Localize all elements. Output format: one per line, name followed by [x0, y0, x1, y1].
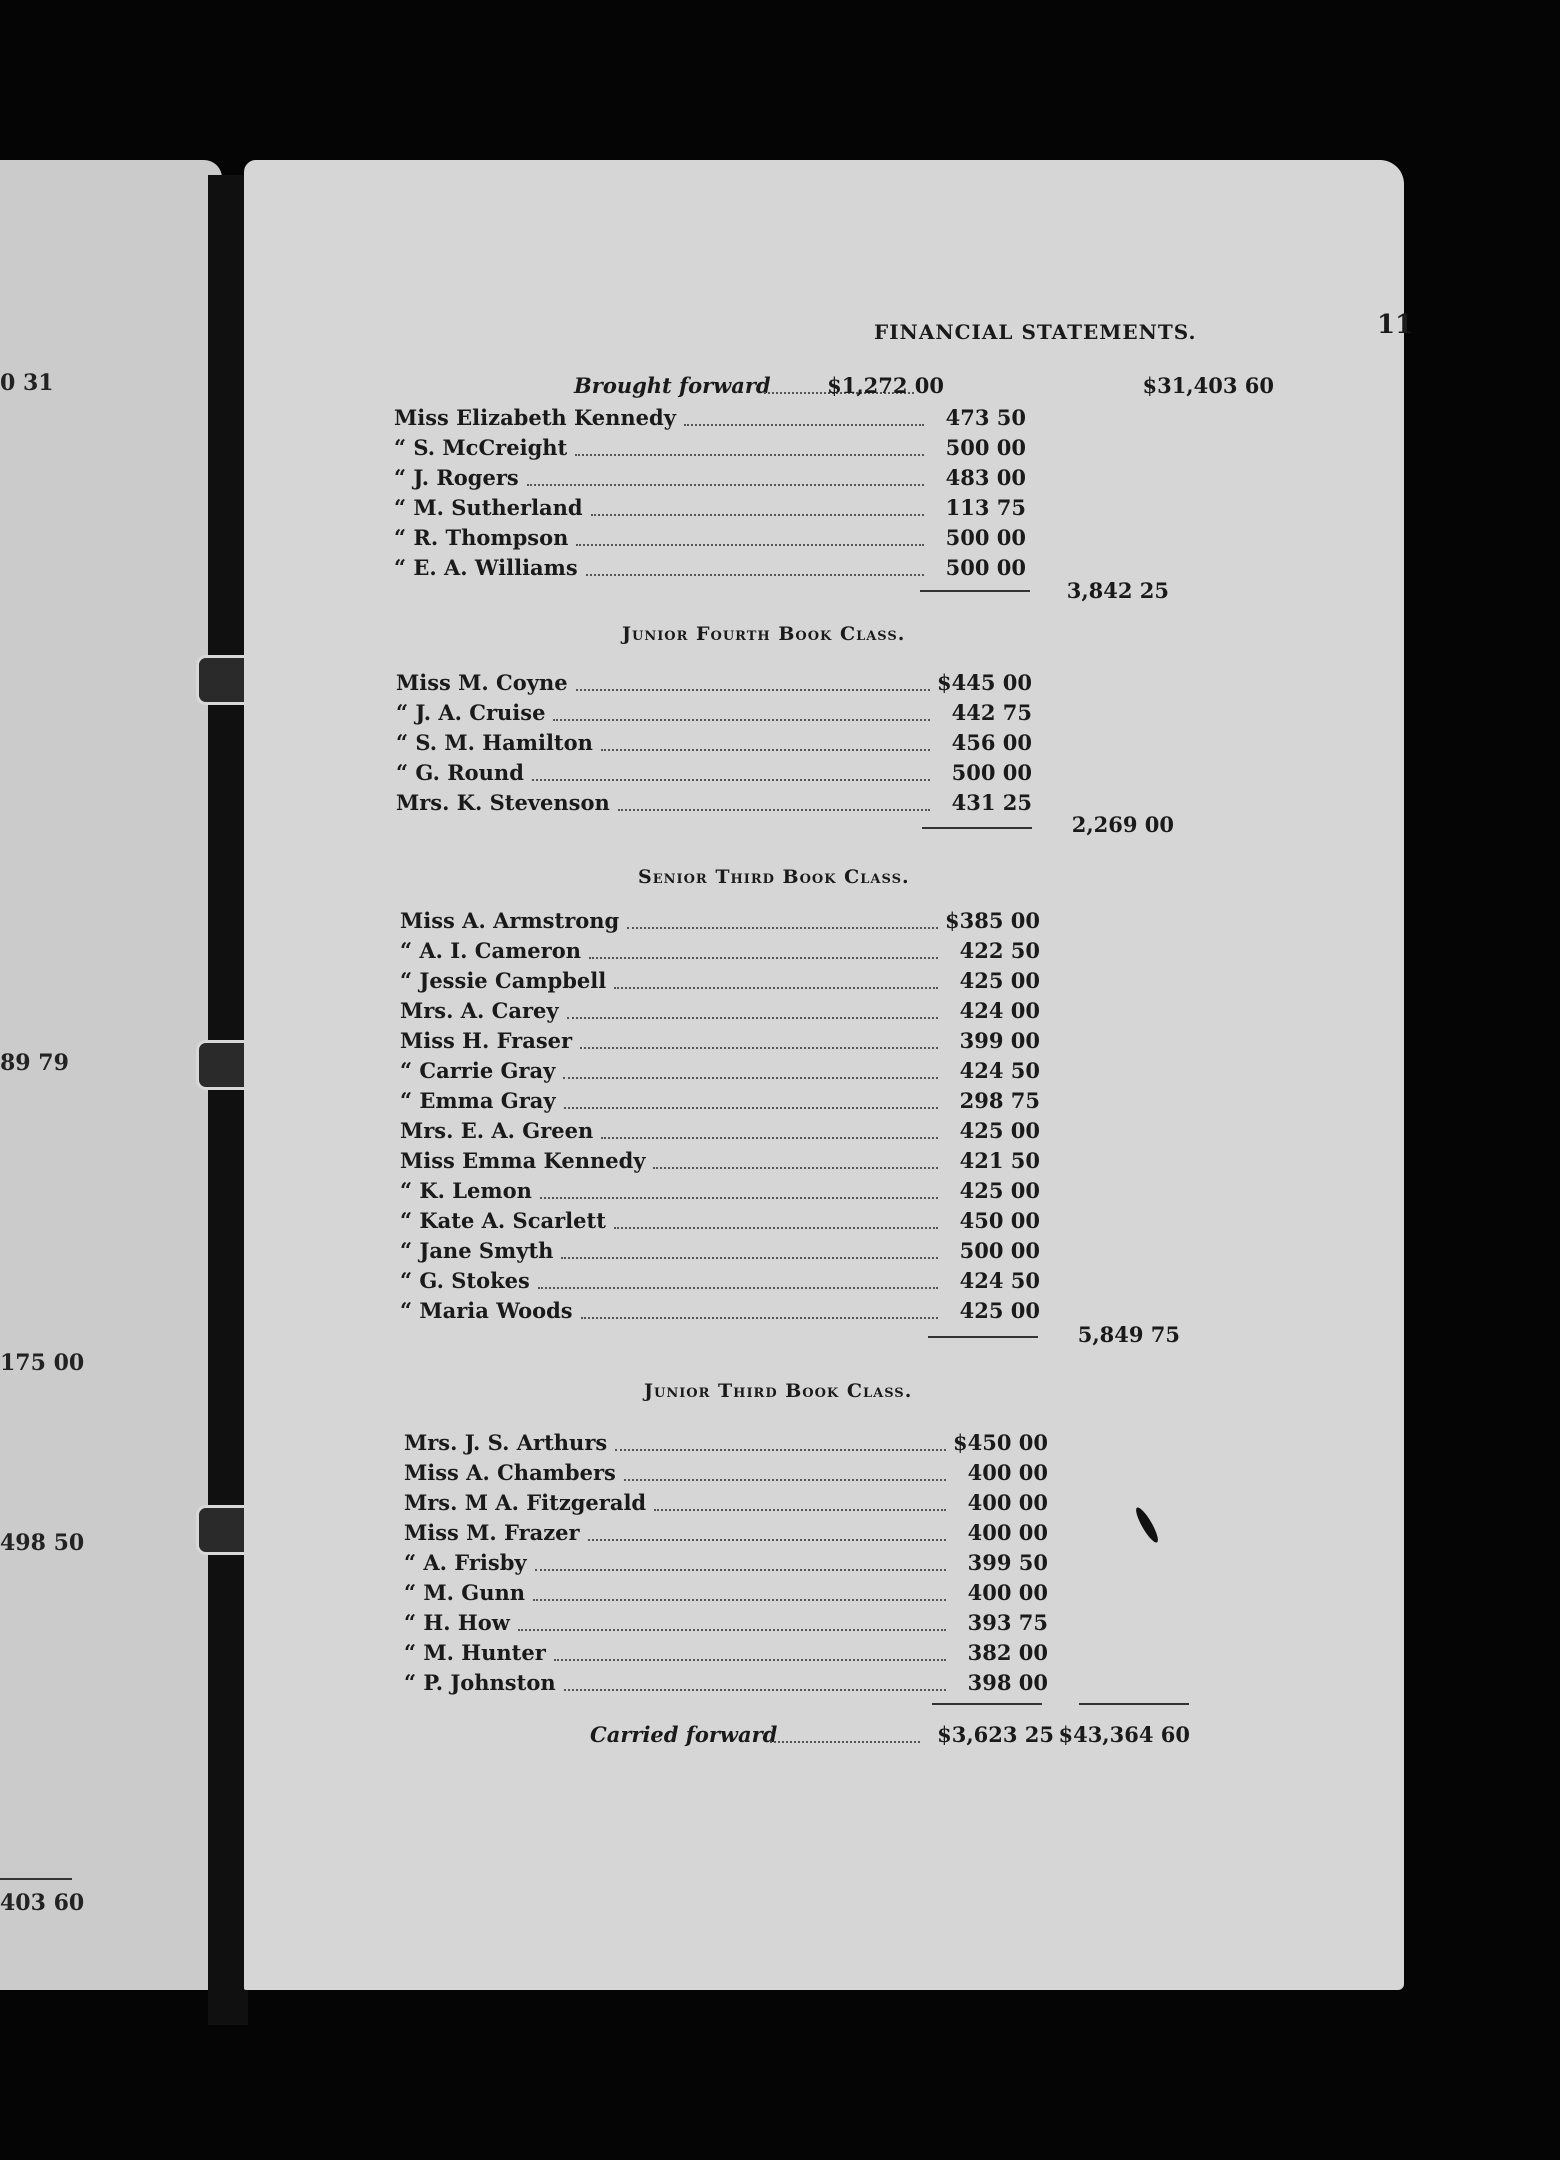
group1-total: 3,842 25: [1066, 578, 1169, 603]
leader-dots: [581, 1316, 938, 1319]
ledger-name: Miss A. Chambers: [404, 1460, 616, 1485]
ledger-amount: 500 00: [945, 555, 1026, 580]
ledger-amount: 399 00: [959, 1028, 1040, 1053]
leader-dots: [564, 1106, 938, 1109]
ledger-name: “ Maria Woods: [400, 1298, 573, 1323]
ledger-name: Miss Emma Kennedy: [400, 1148, 646, 1173]
page-number: 11: [1377, 310, 1414, 340]
ledger-name: “ G. Round: [396, 760, 524, 785]
page-header: FINANCIAL STATEMENTS.: [874, 320, 1197, 344]
leader-dots: [614, 1226, 938, 1229]
carried-forward-col1: $3,623 25: [937, 1722, 1054, 1747]
subtotal-rule: [1079, 1703, 1189, 1705]
senior-third-total: 5,849 75: [1077, 1322, 1180, 1347]
leader-dots: [576, 688, 930, 691]
junior-fourth-title: Junior Fourth Book Class.: [622, 623, 906, 645]
leader-dots: [575, 453, 924, 456]
subtotal-rule: [922, 827, 1032, 829]
ledger-amount: 424 00: [959, 998, 1040, 1023]
ledger-name: “ E. A. Williams: [394, 555, 578, 580]
ledger-name: “ M. Sutherland: [394, 495, 583, 520]
ledger-name: “ Kate A. Scarlett: [400, 1208, 606, 1233]
ledger-name: “ M. Hunter: [404, 1640, 546, 1665]
leader-dots: [586, 573, 924, 576]
ledger-amount: 400 00: [967, 1580, 1048, 1605]
leader-dots: [564, 1688, 946, 1691]
ledger-name: “ H. How: [404, 1610, 510, 1635]
left-page: [0, 160, 222, 1990]
leader-dots: [538, 1286, 938, 1289]
ledger-amount: 425 00: [959, 1118, 1040, 1143]
subtotal-rule: [920, 590, 1030, 592]
ledger-name: Miss A. Armstrong: [400, 908, 620, 933]
ledger-amount: 399 50: [967, 1550, 1048, 1575]
leader-dots: [533, 1598, 946, 1601]
leader-dots: [624, 1478, 946, 1481]
ledger-amount: 400 00: [967, 1460, 1048, 1485]
subtotal-rule: [932, 1703, 1042, 1705]
leader-dots: [627, 926, 938, 929]
ledger-amount: $445 00: [937, 670, 1032, 695]
brought-forward-col2: $31,403 60: [1142, 373, 1274, 398]
leader-dots: [553, 718, 930, 721]
ledger-amount: 425 00: [959, 1298, 1040, 1323]
left-fragment: 498 50: [0, 1530, 85, 1556]
leader-dots: [614, 986, 938, 989]
leader-dots: [684, 423, 924, 426]
left-rule: [0, 1878, 72, 1880]
leader-dots: [532, 778, 930, 781]
brought-forward-col1: $1,272 00: [827, 373, 944, 398]
ledger-name: “ R. Thompson: [394, 525, 569, 550]
ledger-name: “ S. McCreight: [394, 435, 568, 460]
subtotal-rule: [928, 1336, 1038, 1338]
ledger-name: “ A. Frisby: [404, 1550, 527, 1575]
ledger-amount: 500 00: [959, 1238, 1040, 1263]
ledger-name: Mrs. M A. Fitzgerald: [404, 1490, 647, 1515]
left-fragment: 89 79: [0, 1050, 69, 1076]
ledger-name: “ A. I. Cameron: [400, 938, 581, 963]
ledger-name: “ Carrie Gray: [400, 1058, 556, 1083]
ledger-name: “ Emma Gray: [400, 1088, 556, 1113]
ledger-amount: 456 00: [951, 730, 1032, 755]
left-fragment: 403 60: [0, 1890, 85, 1916]
ledger-amount: 113 75: [945, 495, 1026, 520]
ledger-amount: $385 00: [945, 908, 1040, 933]
ledger-amount: 450 00: [959, 1208, 1040, 1233]
carried-forward-label: Carried forward: [590, 1722, 778, 1747]
junior-third-title: Junior Third Book Class.: [644, 1380, 913, 1402]
left-fragment: 175 00: [0, 1350, 85, 1376]
leader-dots: [576, 543, 924, 546]
ledger-amount: 398 00: [967, 1670, 1048, 1695]
left-fragment: 0 31: [0, 370, 54, 396]
ledger-amount: 500 00: [945, 525, 1026, 550]
leader-dots: [601, 748, 930, 751]
leader-dots: [561, 1256, 938, 1259]
ledger-amount: 298 75: [959, 1088, 1040, 1113]
ledger-name: Mrs. E. A. Green: [400, 1118, 594, 1143]
leader-dots: [618, 808, 930, 811]
leader-dots: [653, 1166, 938, 1169]
leader-dots: [535, 1568, 946, 1571]
leader-dots: [563, 1076, 938, 1079]
ledger-name: Miss M. Frazer: [404, 1520, 580, 1545]
ledger-amount: 424 50: [959, 1268, 1040, 1293]
ledger-amount: 393 75: [967, 1610, 1048, 1635]
ledger-amount: 500 00: [945, 435, 1026, 460]
leader-dots: [580, 1046, 938, 1049]
leader-dots: [588, 1538, 946, 1541]
ledger-name: “ Jessie Campbell: [400, 968, 607, 993]
ledger-amount: $450 00: [953, 1430, 1048, 1455]
leader-dots: [589, 956, 938, 959]
ledger-name: “ G. Stokes: [400, 1268, 530, 1293]
ledger-amount: 431 25: [951, 790, 1032, 815]
leader-dots: [615, 1448, 946, 1451]
ledger-name: Mrs. A. Carey: [400, 998, 559, 1023]
ledger-name: “ P. Johnston: [404, 1670, 556, 1695]
ledger-amount: 500 00: [951, 760, 1032, 785]
ledger-amount: 442 75: [951, 700, 1032, 725]
ledger-name: “ J. A. Cruise: [396, 700, 546, 725]
ledger-name: “ S. M. Hamilton: [396, 730, 593, 755]
ledger-amount: 483 00: [945, 465, 1026, 490]
leader-dots: [540, 1196, 938, 1199]
ledger-amount: 382 00: [967, 1640, 1048, 1665]
leader-dots: [591, 513, 924, 516]
ledger-amount: 400 00: [967, 1490, 1048, 1515]
right-page: [244, 160, 1414, 1990]
leader-dots: [601, 1136, 938, 1139]
ledger-name: Mrs. J. S. Arthurs: [404, 1430, 608, 1455]
ledger-amount: 425 00: [959, 968, 1040, 993]
junior-fourth-total: 2,269 00: [1071, 812, 1174, 837]
leader-dots: [554, 1658, 946, 1661]
ledger-amount: 473 50: [945, 405, 1026, 430]
ledger-amount: 422 50: [959, 938, 1040, 963]
ledger-name: Miss Elizabeth Kennedy: [394, 405, 676, 430]
ledger-name: “ J. Rogers: [394, 465, 519, 490]
ledger-name: “ K. Lemon: [400, 1178, 532, 1203]
ledger-amount: 400 00: [967, 1520, 1048, 1545]
ledger-name: “ M. Gunn: [404, 1580, 525, 1605]
leader-dots: [567, 1016, 938, 1019]
ledger-name: Miss H. Fraser: [400, 1028, 573, 1053]
carried-forward-col2: $43,364 60: [1058, 1722, 1190, 1747]
ledger-amount: 424 50: [959, 1058, 1040, 1083]
ledger-amount: 421 50: [959, 1148, 1040, 1173]
ledger-amount: 425 00: [959, 1178, 1040, 1203]
ledger-name: “ Jane Smyth: [400, 1238, 554, 1263]
book-gutter: [208, 175, 248, 2025]
ink-mark: [1133, 1505, 1162, 1545]
leader-dots: [654, 1508, 946, 1511]
leader-dots: [518, 1628, 946, 1631]
brought-forward-label: Brought forward: [574, 373, 771, 398]
ledger-name: Miss M. Coyne: [396, 670, 568, 695]
senior-third-title: Senior Third Book Class.: [638, 866, 910, 888]
ledger-name: Mrs. K. Stevenson: [396, 790, 610, 815]
leader-dots: [527, 483, 924, 486]
